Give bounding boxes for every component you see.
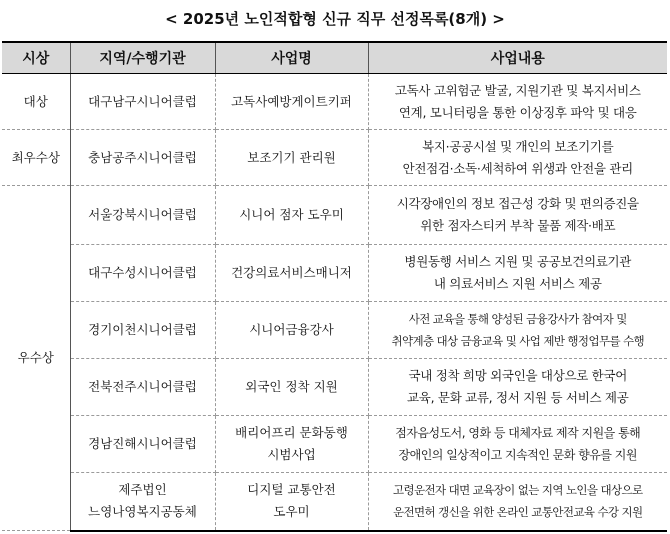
project-name-cell: 디지털 교통안전 도우미 <box>215 473 368 531</box>
table-row <box>2 186 667 245</box>
award-cell: 우수상 <box>2 186 70 531</box>
org-cell: 전북전주시니어클럽 <box>70 359 215 416</box>
table-row <box>2 130 667 186</box>
org-cell: 서울강북시니어클럽 <box>70 186 215 245</box>
project-name-cell: 시니어 점자 도우미 <box>215 186 368 245</box>
project-name-cell: 보조기기 관리원 <box>215 130 368 186</box>
table-row <box>2 473 667 531</box>
header-project-name: 사업명 <box>215 42 368 74</box>
table-row <box>2 359 667 416</box>
org-cell: 대구남구시니어클럽 <box>70 74 215 130</box>
table-header-row <box>2 42 667 74</box>
table-row <box>2 416 667 473</box>
header-project-content: 사업내용 <box>368 42 667 74</box>
project-name-cell: 외국인 정착 지원 <box>215 359 368 416</box>
org-cell: 경남진해시니어클럽 <box>70 416 215 473</box>
header-award: 시상 <box>2 42 70 74</box>
project-content-cell: 복지·공공시설 및 개인의 보조기기를 안전점검·소독·세척하여 위생과 안전을 관리 <box>368 130 667 186</box>
job-selection-table <box>2 41 667 532</box>
org-cell: 경기이천시니어클럽 <box>70 302 215 359</box>
table-row <box>2 302 667 359</box>
org-cell: 대구수성시니어클럽 <box>70 245 215 302</box>
award-cell: 최우수상 <box>2 130 70 186</box>
table-row <box>2 245 667 302</box>
project-name-cell: 배리어프리 문화동행 시범사업 <box>215 416 368 473</box>
project-name-cell: 고독사예방게이트키퍼 <box>215 74 368 130</box>
project-content-cell: 고령운전자 대면 교육장이 없는 지역 노인을 대상으로 운전면허 갱신을 위한 온라인 교통안전교육 수강 지원 <box>368 473 667 531</box>
project-content-cell: 고독사 고위험군 발굴, 지원기관 및 복지서비스 연계, 모니터링을 통한 이상징후 파악 및 대응 <box>368 74 667 130</box>
org-cell: 제주법인 느영나영복지공동체 <box>70 473 215 531</box>
project-name-cell: 시니어금융강사 <box>215 302 368 359</box>
project-name-cell: 건강의료서비스매니저 <box>215 245 368 302</box>
award-cell: 대상 <box>2 74 70 130</box>
project-content-cell: 병원동행 서비스 지원 및 공공보건의료기관 내 의료서비스 지원 서비스 제공 <box>368 245 667 302</box>
table-row <box>2 74 667 130</box>
project-content-cell: 시각장애인의 정보 접근성 강화 및 편의증진을 위한 점자스티커 부착 물품 제작·배포 <box>368 186 667 245</box>
header-org: 지역/수행기관 <box>70 42 215 74</box>
project-content-cell: 사전 교육을 통해 양성된 금융강사가 참여자 및 취약계층 대상 금융교육 및 사업 제반 행정업무를 수행 <box>368 302 667 359</box>
org-cell: 충남공주시니어클럽 <box>70 130 215 186</box>
project-content-cell: 점자음성도서, 영화 등 대체자료 제작 지원을 통해 장애인의 일상적이고 지속적인 문화 향유를 지원 <box>368 416 667 473</box>
page-title: < 2025년 노인적합형 신규 직무 선정목록(8개) > <box>165 10 505 28</box>
project-content-cell: 국내 정착 희망 외국인을 대상으로 한국어 교육, 문화 교류, 정서 지원 등 서비스 제공 <box>368 359 667 416</box>
